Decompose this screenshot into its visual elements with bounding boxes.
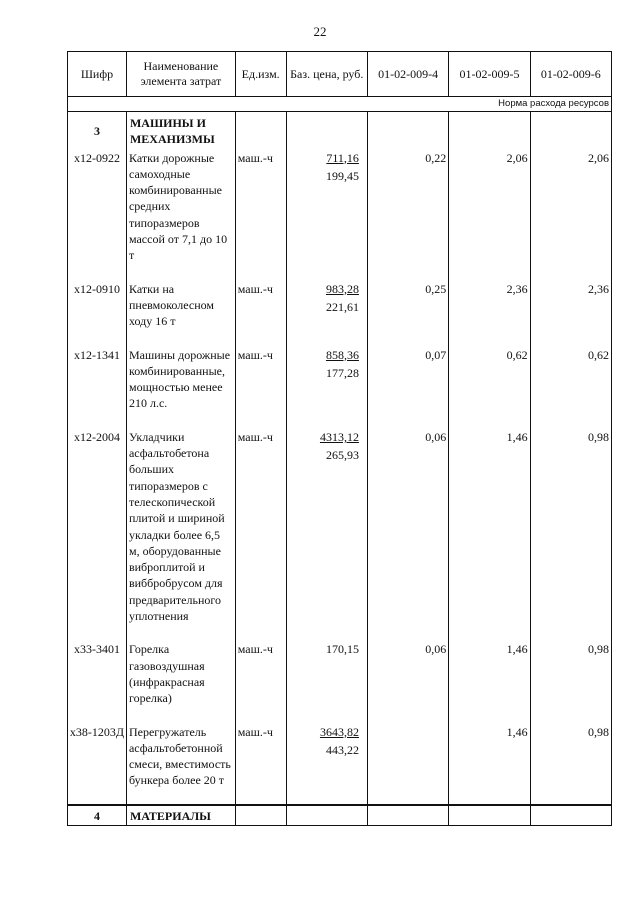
base-price-sub: 177,28 (325, 365, 359, 380)
base-price-sub: 221,61 (325, 299, 359, 314)
base-price: 4313,12 (319, 429, 359, 444)
norm-value-1: 0,06 (367, 639, 448, 721)
resource-code: х38-1203Д (68, 722, 127, 805)
norm-value-2: 2,36 (449, 279, 530, 345)
resource-name: Перегружатель асфальтобетонной смеси, вместимость бункера более 20 т (126, 722, 235, 805)
table-row (68, 639, 612, 721)
section-title: МАТЕРИАЛЫ (126, 805, 235, 826)
header-norm-2: 01-02-009-5 (449, 52, 530, 97)
norm-value-1: 0,07 (367, 345, 448, 427)
resource-code: х33-3401 (68, 639, 127, 721)
header-price: Баз. цена, руб. (286, 52, 367, 97)
table-header-row (68, 52, 612, 97)
resource-code: х12-2004 (68, 427, 127, 640)
norm-value-2: 0,62 (449, 345, 530, 427)
section-number: 3 (68, 112, 127, 148)
base-price-cell (286, 345, 367, 427)
table-row (68, 427, 612, 640)
resource-name: Катки дорожные самоходные комбинированные средних типоразмеров массой от 7,1 до 10 т (126, 148, 235, 279)
resource-name: Укладчики асфальтобетона больших типоразмеров с телескопической плитой и шириной укладки более 6,5 м, оборудованные виброплитой и виббробрусом для предварительного уплотнения (126, 427, 235, 640)
norm-value-1: 0,22 (367, 148, 448, 279)
resource-unit: маш.-ч (235, 722, 286, 805)
resource-name: Катки на пневмоколесном ходу 16 т (126, 279, 235, 345)
norm-value-2: 2,06 (449, 148, 530, 279)
norm-value-1 (367, 722, 448, 805)
page-number: 22 (313, 24, 327, 39)
norm-value-1: 0,25 (367, 279, 448, 345)
section-row-materials (68, 805, 612, 826)
resource-unit: маш.-ч (235, 345, 286, 427)
base-price: 858,36 (325, 347, 359, 362)
resource-unit: маш.-ч (235, 279, 286, 345)
header-norm-1: 01-02-009-4 (367, 52, 448, 97)
norm-value-3: 0,62 (530, 345, 611, 427)
base-price-cell (286, 279, 367, 345)
resource-name: Горелка газовоздушная (инфракрасная горелка) (126, 639, 235, 721)
base-price: 170,15 (325, 642, 359, 657)
table-row (68, 279, 612, 345)
resource-code: х12-0910 (68, 279, 127, 345)
norm-value-1: 0,06 (367, 427, 448, 640)
resource-name: Машины дорожные комбинированные, мощностью менее 210 л.с. (126, 345, 235, 427)
base-price: 3643,82 (319, 724, 359, 739)
table-row (68, 722, 612, 805)
section-number: 4 (68, 805, 127, 826)
norm-label: Норма расхода ресурсов (126, 97, 611, 112)
norm-value-3: 0,98 (530, 722, 611, 805)
base-price: 711,16 (326, 150, 359, 165)
base-price-sub: 199,45 (325, 168, 359, 183)
resource-norms-table (67, 51, 612, 826)
base-price-sub: 265,93 (325, 448, 359, 463)
resource-unit: маш.-ч (235, 639, 286, 721)
header-name: Наименование элемента затрат (126, 52, 235, 97)
table-row (68, 148, 612, 279)
base-price-cell (286, 722, 367, 805)
base-price: 983,28 (325, 281, 359, 296)
section-row-machines (68, 112, 612, 148)
header-unit: Ед.изм. (235, 52, 286, 97)
norm-value-2: 1,46 (449, 427, 530, 640)
header-code: Шифр (68, 52, 127, 97)
base-price-sub: 443,22 (325, 742, 359, 757)
section-title: МАШИНЫ И МЕХАНИЗМЫ (126, 112, 235, 148)
norm-value-3: 2,36 (530, 279, 611, 345)
resource-code: х12-1341 (68, 345, 127, 427)
resource-unit: маш.-ч (235, 148, 286, 279)
base-price-cell (286, 639, 367, 721)
norm-label-row (68, 97, 612, 112)
norm-value-3: 2,06 (530, 148, 611, 279)
norm-value-3: 0,98 (530, 427, 611, 640)
norm-value-3: 0,98 (530, 639, 611, 721)
resource-code: х12-0922 (68, 148, 127, 279)
table-row (68, 345, 612, 427)
norm-value-2: 1,46 (449, 639, 530, 721)
base-price-cell (286, 427, 367, 640)
base-price-cell (286, 148, 367, 279)
resource-unit: маш.-ч (235, 427, 286, 640)
header-norm-3: 01-02-009-6 (530, 52, 611, 97)
norm-value-2: 1,46 (449, 722, 530, 805)
